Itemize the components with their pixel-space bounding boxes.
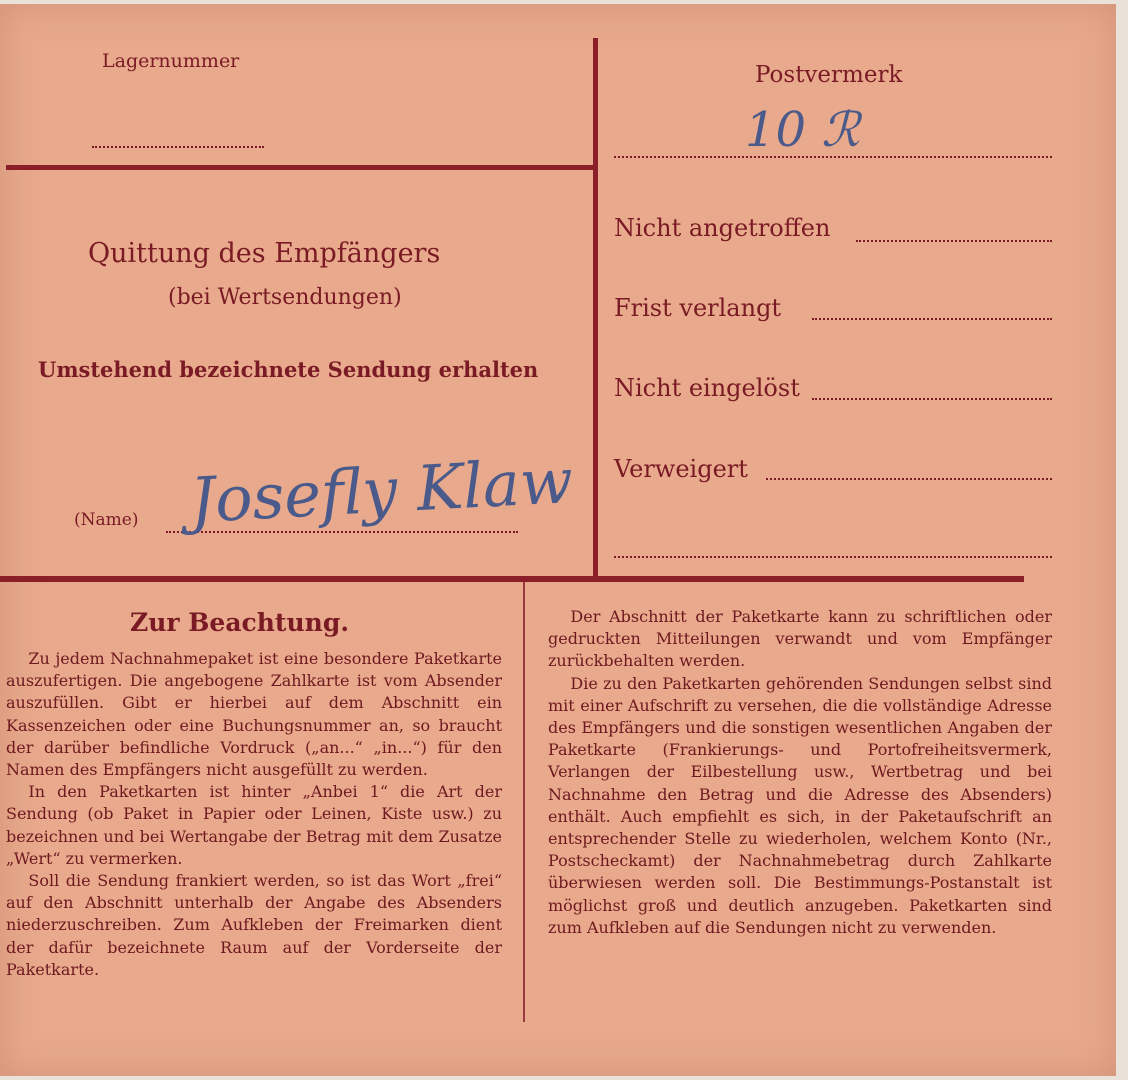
field-line-4 [766, 478, 1052, 480]
recipient-signature: Josefly Klaw [188, 444, 575, 537]
parcel-card [0, 4, 1116, 1076]
field-verweigert: Verweigert [614, 455, 748, 483]
instruction-paragraph: Soll die Sendung frankiert werden, so ist das Wort „frei“ auf den Abschnitt unterhalb der Angabe des Absenders niederzuschreiben. Zum Aufkleben der Freimarken dient der dafür bezeichnete Raum auf der Vorderseite der Paketkarte. [6, 871, 502, 979]
instruction-paragraph: In den Paketkarten ist hinter „Anbei 1“ die Art der Sendung (ob Paket in Papier oder Leinen, Kiste usw.) zu bezeichnen und bei Wertangabe der Betrag mit dem Zusatze „Wert“ zu vermerken. [6, 782, 502, 868]
field-frist-verlangt: Frist verlangt [614, 294, 782, 322]
instructions-right [548, 606, 1052, 939]
quittung-title: Quittung des Empfängers [88, 238, 441, 269]
instructions-left [6, 648, 502, 981]
postvermerk-line [614, 156, 1052, 158]
instruction-paragraph: Die zu den Paketkarten gehörenden Sendungen selbst sind mit einer Aufschrift zu versehen, die die vollständige Adresse des Empfängers und die sonstigen wesentlichen Angaben der Paketkarte (Frankierungs- und Portofreiheitsvermerk, Verlangen der Eilbestellung usw., Wertbetrag und bei Nachnahme den Betrag und die Adresse des Absenders) enthält. Auch empfiehlt es sich, in der Paketaufschrift an entsprechender Stelle zu wiederholen, welchem Konto (Nr., Postscheckamt) der Nachnahmebetrag durch Zahlkarte überwiesen werden soll. Die Bestimmungs-Postanstalt ist möglichst groß und deutlich anzugeben. Paketkarten sind zum Aufkleben auf die Sendungen nicht zu verwenden. [548, 673, 1052, 937]
horizontal-divider-main [0, 576, 1024, 582]
postvermerk-label: Postvermerk [755, 62, 903, 88]
field-nicht-angetroffen: Nicht angetroffen [614, 214, 831, 242]
field-line-2 [812, 318, 1052, 320]
field-line-3 [812, 398, 1052, 400]
postvermerk-value: 10 ℛ [745, 102, 860, 158]
quittung-text: Umstehend bezeichnete Sendung erhalten [38, 357, 539, 382]
instruction-paragraph: Der Abschnitt der Paketkarte kann zu schriftlichen oder gedruckten Mitteilungen verwandt und vom Empfänger zurückbehalten werden. [548, 607, 1052, 671]
lagernummer-label: Lagernummer [102, 50, 240, 72]
vertical-divider-bottom [523, 582, 525, 1022]
field-nicht-eingeloest: Nicht eingelöst [614, 374, 800, 402]
quittung-subtitle: (bei Wertsendungen) [168, 285, 402, 310]
lagernummer-line [92, 146, 264, 148]
name-label: (Name) [74, 510, 139, 530]
instruction-paragraph: Zu jedem Nachnahmepaket ist eine besondere Paketkarte auszufertigen. Die angebogene Zahlkarte ist vom Absender auszufüllen. Gibt er hierbei auf dem Abschnitt ein Kassenzeichen oder eine Buchungsnummer an, so braucht der darüber befindliche Vordruck („an...“ „in...“) für den Namen des Empfängers nicht ausgefüllt zu werden. [6, 649, 502, 780]
field-line-1 [856, 240, 1052, 242]
horizontal-divider-left [6, 165, 594, 170]
vertical-divider-top [593, 38, 598, 580]
extra-field-line [614, 556, 1052, 558]
beachtung-title: Zur Beachtung. [130, 608, 350, 637]
